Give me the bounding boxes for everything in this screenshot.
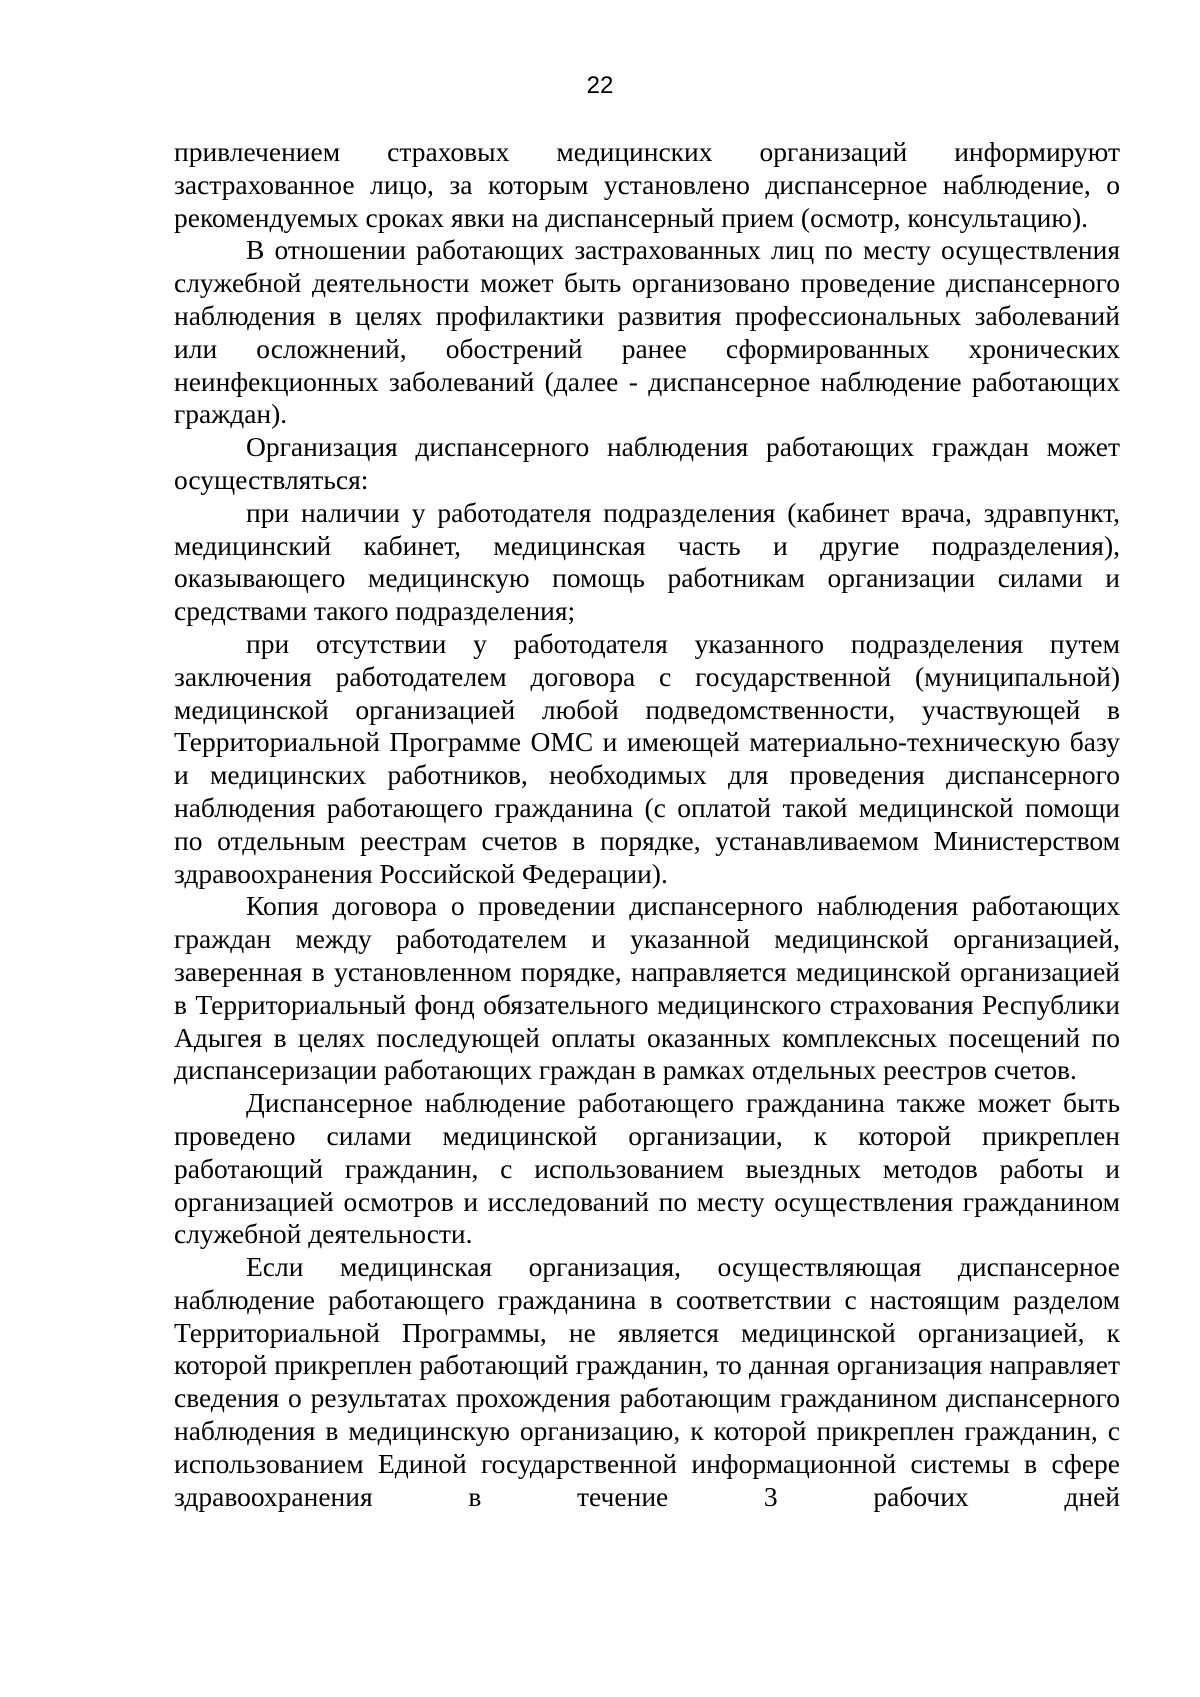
paragraph-continuation: привлечением страховых медицинских организаций информируют застрахованное лицо, за которым установлено диспансерное наблюдение, о рекомендуемых сроках явки на диспансерный прием (осмотр, консультацию). [174, 136, 1120, 233]
paragraph-organization-intro: Организация диспансерного наблюдения работающих граждан может осуществляться: [174, 431, 1120, 495]
page-number: 22 [586, 72, 614, 99]
paragraph-working-insured: В отношении работающих застрахованных лиц по месту осуществления служебной деятельности может быть организовано проведение диспансерного наблюдения в целях профилактики развития профессиональных заболеваний или осложнений, обострений ранее сформированных хронических неинфекционных заболеваний (далее - диспансерное наблюдение работающих граждан). [174, 234, 1120, 430]
paragraph-information-transfer: Если медицинская организация, осуществляющая диспансерное наблюдение работающего гражданина в соответствии с настоящим разделом Территориальной Программы, не является медицинской организацией, к которой прикреплен работающий гражданин, то данная организация направляет сведения о результатах прохождения работающим гражданином диспансерного наблюдения в медицинскую организацию, к которой прикреплен гражданин, с использованием Единой государственной информационной системы в сфере здравоохранения в течение 3 рабочих дней [174, 1251, 1120, 1512]
paragraph-attached-organization: Диспансерное наблюдение работающего гражданина также может быть проведено силами медицинской организации, к которой прикреплен работающий гражданин, с использованием выездных методов работы и организацией осмотров и исследований по месту осуществления гражданином служебной деятельности. [174, 1087, 1120, 1250]
document-body [174, 136, 1120, 1513]
paragraph-contract-copy: Копия договора о проведении диспансерного наблюдения работающих граждан между работодателем и указанной медицинской организацией, заверенная в установленном порядке, направляется медицинской организацией в Территориальный фонд обязательного медицинского страхования Республики Адыгея в целях последующей оплаты оказанных комплексных посещений по диспансеризации работающих граждан в рамках отдельных реестров счетов. [174, 890, 1120, 1086]
paragraph-employer-unit: при наличии у работодателя подразделения (кабинет врача, здравпункт, медицинский кабинет, медицинская часть и другие подразделения), оказывающего медицинскую помощь работникам организации силами и средствами такого подразделения; [174, 496, 1120, 627]
paragraph-employer-contract: при отсутствии у работодателя указанного подразделения путем заключения работодателем договора с государственной (муниципальной) медицинской организацией любой подведомственности, участвующей в Территориальной Программе ОМС и имеющей материально-техническую базу и медицинских работников, необходимых для проведения диспансерного наблюдения работающего гражданина (с оплатой такой медицинской помощи по отдельным реестрам счетов в порядке, устанавливаемом Министерством здравоохранения Российской Федерации). [174, 627, 1120, 889]
